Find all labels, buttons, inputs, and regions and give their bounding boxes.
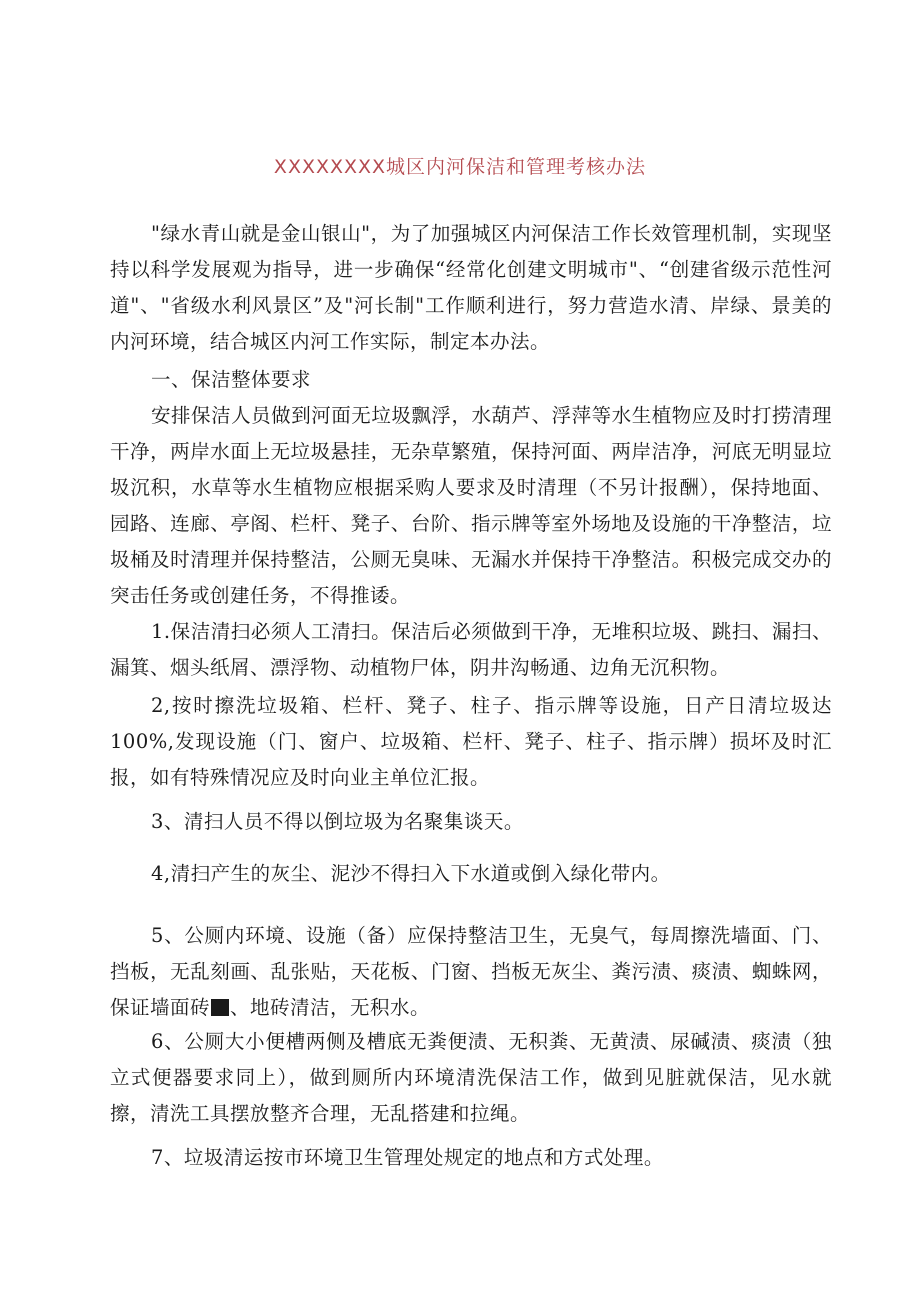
list-item-2: 2,按时擦洗垃圾箱、栏杆、凳子、柱子、指示牌等设施，日产日清垃圾达100%,发现设施（门、窗户、垃圾箱、栏杆、凳子、柱子、指示牌）损坏及时汇报，如有特殊情况应及时向业主单位汇报。 (110, 694, 832, 789)
list-item-5-text-end: 、地砖清洁，无积水。 (230, 996, 431, 1019)
list-item-6: 6、公厕大小便槽两侧及槽底无粪便渍、无积粪、无黄渍、尿碱渍、痰渍（独立式便器要求同上），做到厕所内环境清洗保洁工作，做到见脏就保洁，见水就擦，清洗工具摆放整齐合理，无乱搭建和拉绳。 (110, 1030, 832, 1125)
redaction-block (211, 999, 229, 1016)
list-item-4: 4,清扫产生的灰尘、泥沙不得扫入下水道或倒入绿化带内。 (151, 862, 671, 885)
intro-paragraph: "绿水青山就是金山银山"，为了加强城区内河保洁工作长效管理机制，实现坚持以科学发展观为指导，进一步确保“经常化创建文明城市"、“创建省级示范性河道"、"省级水利风景区”及"河长制"工作顺利进行，努力营造水清、岸绿、景美的内河环境，结合城区内河工作实际，制定本办法。 (110, 222, 832, 353)
list-item-5 (110, 918, 832, 1026)
list-item-3: 3、清扫人员不得以倒垃圾为名聚集谈天。 (151, 810, 524, 833)
list-item-1: 1.保洁清扫必须人工清扫。保洁后必须做到干净，无堆积垃圾、跳扫、漏扫、漏箕、烟头纸屑、漂浮物、动植物尸体，阴井沟畅通、边角无沉积物。 (110, 620, 832, 679)
document-title: XXXXXXXX城区内河保洁和管理考核办法 (273, 156, 647, 178)
section-heading: 一、保洁整体要求 (151, 368, 312, 391)
list-item-5-text-start: 5、公厕内环境、设施（备）应保持整洁卫生，无臭气，每周擦洗墙面、门、挡板，无乱刻画、乱张贴，天花板、门窗、挡板无灰尘、粪污渍、痰渍、蜘蛛网，保证墙面砖 (110, 924, 832, 1019)
list-item-7: 7、垃圾清运按市环境卫生管理处规定的地点和方式处理。 (151, 1146, 664, 1169)
section-body-paragraph: 安排保洁人员做到河面无垃圾飘浮，水葫芦、浮萍等水生植物应及时打捞清理干净，两岸水面上无垃圾悬挂，无杂草繁殖，保持河面、两岸洁净，河底无明显垃圾沉积，水草等水生植物应根据采购人要求及时清理（不另计报酬），保持地面、园路、连廊、亭阁、栏杆、凳子、台阶、指示牌等室外场地及设施的干净整洁，垃圾桶及时清理并保持整洁，公厕无臭味、无漏水并保持干净整洁。积极完成交办的突击任务或创建任务，不得推诿。 (110, 404, 832, 607)
